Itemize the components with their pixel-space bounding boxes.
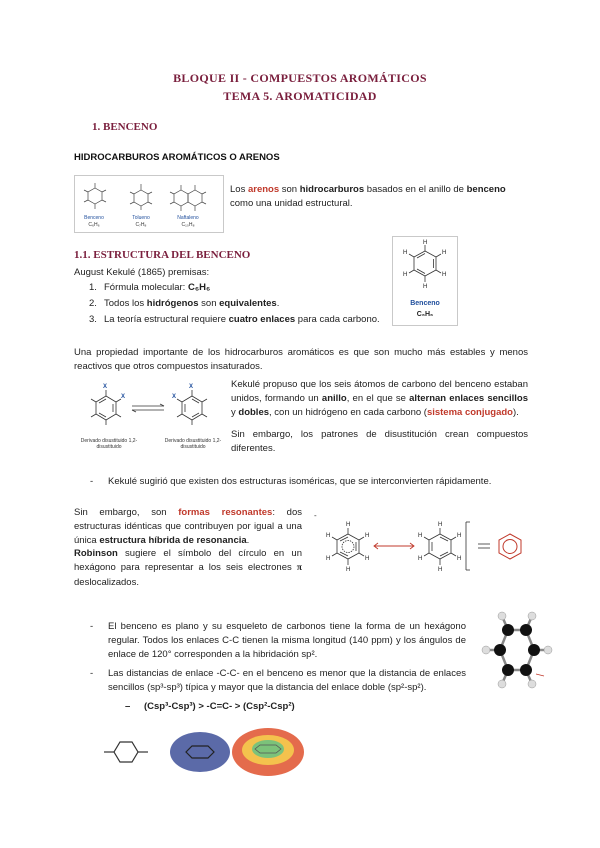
subheading-arenos: HIDROCARBUROS AROMÁTICOS O ARENOS <box>74 152 280 163</box>
svg-text:H: H <box>457 556 462 562</box>
svg-text:X: X <box>172 394 177 400</box>
skeletal-benzene <box>104 742 148 762</box>
premise-text: La teoría estructural requiere <box>104 313 229 325</box>
premise-item <box>74 281 394 295</box>
term-benceno: benceno <box>466 184 506 195</box>
benzene-box-formula: C₆H₆ <box>416 311 434 318</box>
resonance-paragraph <box>74 506 302 590</box>
premise-item <box>74 313 394 327</box>
distance-bullet: Las distancias de enlace -C-C- en el benceno es menor que la distancia de enlaces sencillos (sp³-sp³) típica y mayor que la distancia del enlace doble (sp²-sp²). <box>108 668 466 693</box>
robinson-circle <box>503 540 517 554</box>
premise-bold: cuatro enlaces <box>228 313 296 325</box>
planar-bullet: El benceno es plano y su esqueleto de carbonos tiene la forma de un hexágono regular. Todos los enlaces C-C tienen la misma longitud (140 ppm) y los ángulos de enlace de 120° corresponden a la hibridación sp². <box>108 621 466 660</box>
benzene-kekule-drawing <box>393 237 457 299</box>
kekule-text-1: Kekulé propuso que los seis átomos de carbono del benceno estaban unidos, formando un <box>231 379 528 404</box>
intro-text-1: Los <box>230 184 248 195</box>
svg-text:H: H <box>418 556 423 562</box>
svg-text:H: H <box>403 250 408 256</box>
premise-text: Fórmula molecular: <box>104 282 188 293</box>
svg-text:H: H <box>438 567 443 573</box>
premise-formula: C₆H₆ <box>187 282 211 293</box>
term-sistema-conjugado: sistema conjugado <box>426 406 513 418</box>
page-subtitle: TEMA 5. AROMATICIDAD <box>223 89 377 103</box>
resonance-text-3: . <box>246 534 250 546</box>
resonance-text-5: deslocalizados. <box>74 576 139 588</box>
bullet-dash: - <box>90 621 94 632</box>
bullet-dash: - <box>90 476 94 487</box>
kekule-text-5: ). <box>513 406 519 418</box>
bond-length-order: (Csp³-Csp³) > -C=C- > (Csp²-Csp²) <box>144 701 295 712</box>
bullet-dash: - <box>90 668 94 679</box>
electron-cloud-model <box>170 732 230 772</box>
svg-text:H: H <box>365 533 370 539</box>
svg-text:H: H <box>442 272 447 278</box>
toluene-label: Tolueno <box>132 215 150 221</box>
svg-text:H: H <box>403 272 408 278</box>
naphthalene-label: Naftaleno <box>177 215 199 221</box>
benzene-label: Benceno <box>84 215 104 221</box>
aromatic-molecules-figure <box>74 175 224 233</box>
premise-text: para cada carbono. <box>295 313 380 325</box>
resonance-figure <box>312 508 532 588</box>
naphthalene-ring-right <box>188 190 202 206</box>
caption-left: Derivado disustituido 1,2-disustituido <box>80 438 138 450</box>
toluene-ring <box>134 190 148 206</box>
resonance-text-1: Sin embargo, son <box>74 507 179 518</box>
kekule-text-3: y <box>231 406 239 418</box>
page-title: BLOQUE II - COMPUESTOS AROMÁTICOS <box>173 71 427 85</box>
naphthalene-ring-left <box>174 190 188 206</box>
benzene-models-drawing <box>100 722 340 782</box>
svg-text:X: X <box>103 384 108 390</box>
premise-text: son <box>198 297 220 309</box>
caption-right: Derivado disustituido 1,2-disustituido <box>164 438 222 450</box>
svg-text:X: X <box>121 394 126 400</box>
kekule-premises-lead: August Kekulé (1865) premisas: <box>74 267 210 278</box>
svg-text:H: H <box>346 567 351 573</box>
premise-number: 2. <box>89 297 97 309</box>
resonance-text-2: : dos estructuras idénticas que contribuyen por igual a una única <box>74 507 302 546</box>
disubstituted-drawing <box>74 378 224 438</box>
premise-text: Todos los <box>104 297 147 309</box>
premise-text: . <box>276 297 280 309</box>
toluene-formula: C₇H₈ <box>135 222 147 228</box>
svg-text:X: X <box>189 384 194 390</box>
robinson-hexagon <box>499 534 521 559</box>
svg-text:H: H <box>442 250 447 256</box>
svg-text:H: H <box>326 556 331 562</box>
premise-number: 3. <box>89 313 97 325</box>
naphthalene-formula: C₁₀H₈ <box>181 222 195 228</box>
benzene-hexagon <box>414 251 436 276</box>
svg-text:H: H <box>438 522 443 528</box>
svg-text:H: H <box>365 556 370 562</box>
benzene-ball-stick <box>478 604 554 700</box>
svg-text:-: - <box>314 511 317 520</box>
section-heading-benceno: 1. BENCENO <box>92 121 158 133</box>
intro-text-3: basados en el anillo de <box>364 184 467 195</box>
benzene-box-label: Benceno <box>410 300 440 307</box>
premise-number: 1. <box>89 282 97 293</box>
term-dobles: dobles <box>238 406 270 418</box>
kekule-text-4: , con un hidrógeno en cada carbono ( <box>269 406 427 418</box>
resonance-drawing <box>312 508 532 588</box>
term-robinson: Robinson <box>74 548 118 560</box>
kekule-text-2: , en el que se <box>346 392 410 404</box>
term-alternan: alternan enlaces sencillos <box>409 392 528 404</box>
svg-text:H: H <box>326 533 331 539</box>
disubstituted-figure <box>74 378 224 458</box>
arenos-definition <box>230 183 530 211</box>
svg-text:H: H <box>423 240 428 246</box>
pi-symbol: π <box>296 563 302 574</box>
premise-item <box>74 297 394 311</box>
benzene-ring <box>88 188 102 204</box>
term-hidrocarburos: hidrocarburos <box>299 184 365 195</box>
premise-bold: equivalentes <box>219 297 277 309</box>
bullet-dash: – <box>125 701 131 712</box>
svg-text:H: H <box>418 533 423 539</box>
svg-text:H: H <box>346 522 351 528</box>
kekule-isomer-bullet: Kekulé sugirió que existen dos estructuras isoméricas, que se interconvierten rápidamente. <box>108 476 492 487</box>
premises-list <box>74 281 394 326</box>
intro-text-2: son <box>279 184 300 195</box>
intro-text-4: como una unidad estructural. <box>230 197 353 209</box>
kekule-paragraph <box>231 378 528 419</box>
premise-bold: hidrógenos <box>146 297 199 309</box>
disustitution-paragraph: Sin embargo, los patrones de disustitución crean compuestos diferentes. <box>231 429 528 454</box>
section-heading-estructura: 1.1. ESTRUCTURA DEL BENCENO <box>74 249 251 261</box>
benzene-3d-model <box>478 604 554 700</box>
term-arenos: arenos <box>247 184 280 195</box>
term-estructura-hibrida: estructura híbrida de resonancia <box>99 534 247 546</box>
benzene-formula: C₆H₆ <box>88 222 100 228</box>
term-formas-resonantes: formas resonantes <box>178 507 273 518</box>
resonance-text-4: sugiere el símbolo del círculo en un hexágono para representar a los seis electrones <box>74 548 302 574</box>
stability-paragraph: Una propiedad importante de los hidrocarburos aromáticos es que son mucho más estables y menos reactivos que otros compuestos insaturados. <box>74 347 528 372</box>
svg-text:H: H <box>457 533 462 539</box>
delocalized-circle <box>342 541 354 553</box>
svg-text:H: H <box>423 284 428 290</box>
benzene-kekule-figure <box>392 236 458 326</box>
term-anillo: anillo <box>321 392 347 404</box>
benzene-models-row <box>100 722 340 782</box>
